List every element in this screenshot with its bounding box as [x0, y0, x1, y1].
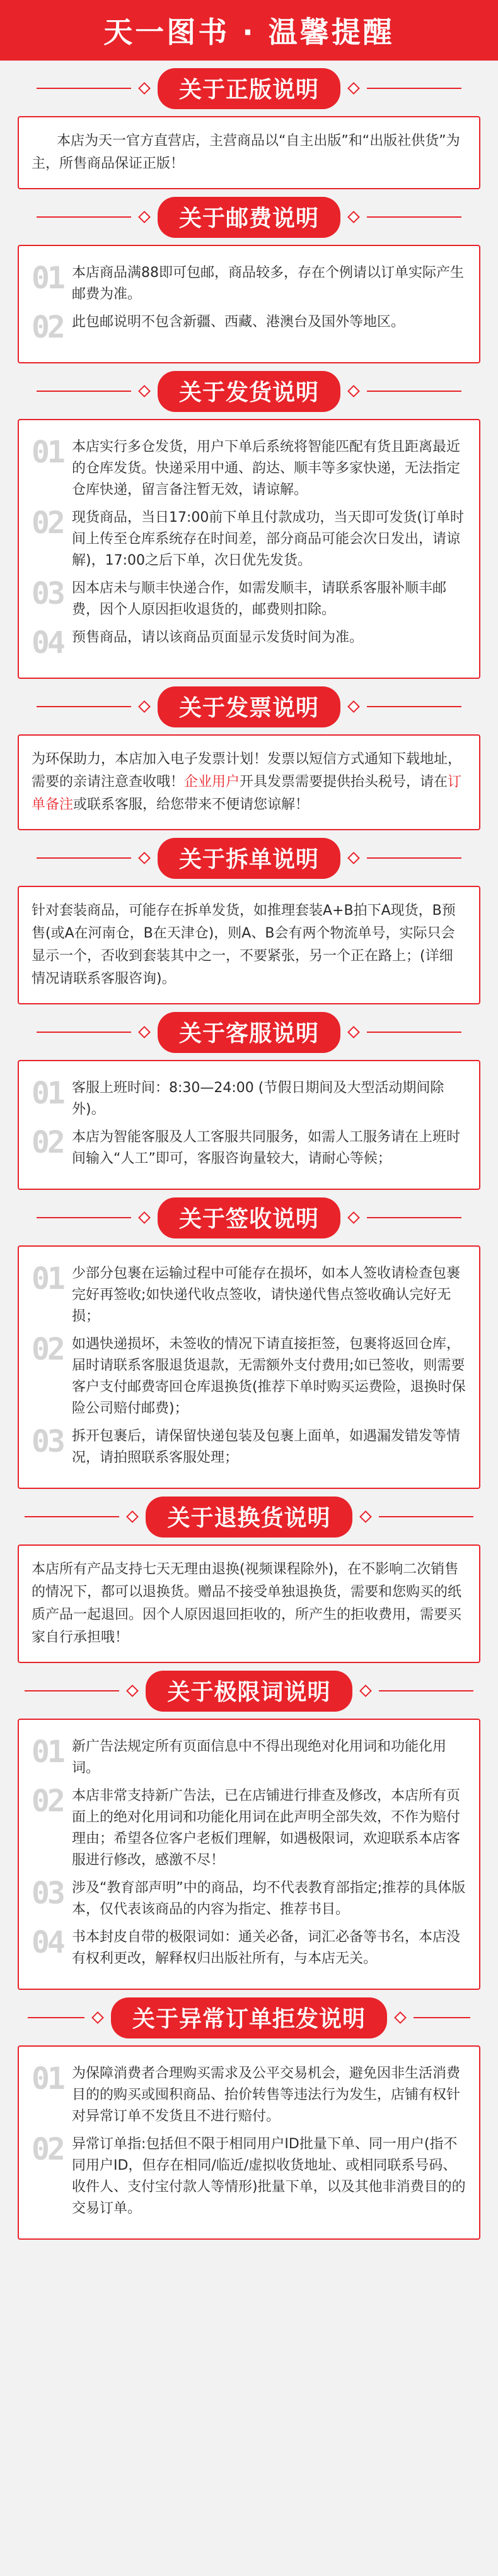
list-item [32, 312, 466, 343]
item-text: 客服上班时间：8:30—24:00 (节假日期间及大型活动期间除外)。 [72, 1080, 444, 1117]
section-header [18, 1990, 480, 2045]
section-genuine [0, 61, 498, 189]
section-content [18, 1060, 480, 1190]
returns-text: 本店所有产品支持七天无理由退换(视频课程除外)，在不影响二次销售的情况下，都可以退换货。赠品不接受单独退换货，需要和您购买的纸质产品一起退回。因个人原因退回拒收的，所产生的拒收费用，需要买家自行承担哦！ [32, 1561, 462, 1645]
list-item [32, 578, 466, 621]
section-service [0, 1004, 498, 1190]
diamond-icon [347, 1026, 360, 1038]
top-banner [0, 0, 498, 61]
section-header [18, 1663, 480, 1719]
section-title: 关于正版说明 [158, 68, 340, 109]
item-text: 少部分包裹在运输过程中可能存在损坏，如本人签收请检查包裹完好再签收;如快递代收点签收，请快递代售点签收确认完好无损； [72, 1266, 461, 1324]
item-number: 01 [32, 1076, 63, 1111]
list-item [32, 2063, 466, 2127]
section-title: 关于退换货说明 [146, 1497, 352, 1538]
divider-line [37, 857, 131, 859]
diamond-icon [347, 385, 360, 397]
list-item [32, 1426, 466, 1469]
item-text: 书本封皮自带的极限词如：通关必备，词汇必备等书名，本店没有权利更改，解释权归出版社所有，与本店无关。 [72, 1929, 461, 1967]
list-item [32, 1127, 466, 1170]
divider-line [367, 1032, 461, 1033]
section-content [18, 419, 480, 679]
section-returns [0, 1489, 498, 1663]
item-number: 01 [32, 435, 63, 470]
item-number: 03 [32, 1424, 63, 1459]
item-number: 02 [32, 505, 63, 541]
divider-line [25, 1690, 119, 1691]
item-text: 本店非常支持新广告法，已在店铺进行排查及修改，本店所有页面上的绝对化用词和功能化用词在此声明全部失效，不作为赔付理由；希望各位客户老板们理解，如遇极限词，欢迎联系本店客服进行修改，感激不尽！ [72, 1788, 461, 1868]
item-number: 01 [32, 2061, 63, 2097]
section-content [18, 1719, 480, 1990]
section-content [18, 116, 480, 189]
divider-line [367, 706, 461, 707]
divider-line [37, 1217, 131, 1218]
section-title: 关于客服说明 [158, 1012, 340, 1053]
divider-line [414, 2017, 470, 2018]
divider-line [25, 1516, 119, 1517]
section-header [18, 1489, 480, 1544]
section-title: 关于极限词说明 [146, 1671, 352, 1712]
divider-line [367, 857, 461, 859]
section-title: 关于发货说明 [158, 371, 340, 412]
item-text: 新广告法规定所有页面信息中不得出现绝对化用词和功能化用词。 [72, 1739, 447, 1776]
section-content [18, 245, 480, 363]
section-title: 关于发票说明 [158, 686, 340, 727]
section-content [18, 734, 480, 830]
section-header [18, 61, 480, 116]
section-title: 关于拆单说明 [158, 838, 340, 879]
section-title: 关于邮费说明 [158, 197, 340, 238]
diamond-icon [127, 1685, 139, 1697]
split-text: 针对套装商品，可能存在拆单发货，如推理套装A+B拍下A现货，B预售(或A在河南仓，B在天津仓)，则A、B会有两个物流单号，实际只会显示一个，否收到套装其中之一，不要紧张，另一个正在路上；(详细情况请联系客服咨询)。 [32, 903, 456, 987]
diamond-icon [359, 1510, 372, 1523]
diamond-icon [394, 2011, 407, 2024]
section-title: 关于签收说明 [158, 1197, 340, 1238]
diamond-icon [127, 1510, 139, 1523]
invoice-highlight-enterprise: 企业用户 [184, 774, 240, 790]
diamond-icon [347, 211, 360, 223]
list-item [32, 627, 466, 659]
item-number: 02 [32, 310, 63, 345]
section-header [18, 189, 480, 245]
list-item [32, 437, 466, 501]
divider-line [367, 216, 461, 218]
item-number: 01 [32, 261, 63, 296]
divider-line [37, 1032, 131, 1033]
genuine-text: 本店为天一官方直营店，主营商品以“自主出版”和“出版社供货”为主，所售商品保证正版！ [32, 133, 460, 172]
item-number: 01 [32, 1261, 63, 1297]
section-shipping-fee [0, 189, 498, 363]
divider-line [37, 706, 131, 707]
divider-line [379, 1690, 473, 1691]
divider-line [28, 2017, 84, 2018]
diamond-icon [347, 700, 360, 713]
item-number: 03 [32, 576, 63, 611]
diamond-icon [138, 852, 151, 864]
item-number: 02 [32, 2132, 63, 2167]
diamond-icon [347, 82, 360, 95]
list-item [32, 1263, 466, 1327]
list-item [32, 2134, 466, 2220]
section-header [18, 679, 480, 734]
section-split [0, 830, 498, 1004]
section-sign [0, 1190, 498, 1489]
list-item [32, 1785, 466, 1871]
list-item [32, 1334, 466, 1420]
banner-title: 天一图书 · 温馨提醒 [103, 15, 395, 49]
item-text: 此包邮说明不包含新疆、西藏、港澳台及国外等地区。 [72, 314, 405, 330]
diamond-icon [138, 385, 151, 397]
invoice-text-part: 开具发票需要提供抬头税号，请在 [240, 774, 448, 790]
item-text: 现货商品，当日17:00前下单且付款成功，当天即可发货(订单时间上传至仓库系统存在时间差，部分商品可能会次日发出，请谅解)，17:00之后下单，次日优先发货。 [72, 510, 464, 568]
section-content [18, 2045, 480, 2240]
item-text: 如遇快递损坏，未签收的情况下请直接拒签，包裹将返回仓库，届时请联系客服退货退款，无需额外支付费用;如已签收，则需要客户支付邮费寄回仓库退换货(推荐下单时购买运费险，退换时保险公司赔付邮费)； [72, 1336, 466, 1416]
diamond-icon [138, 211, 151, 223]
diamond-icon [91, 2011, 104, 2024]
divider-line [37, 391, 131, 392]
item-number: 02 [32, 1332, 63, 1367]
item-text: 因本店未与顺丰快递合作，如需发顺丰，请联系客服补顺丰邮费，因个人原因拒收退货的，邮费则扣除。 [72, 580, 447, 618]
list-item [32, 1927, 466, 1970]
invoice-highlight-order-note: 订单备注 [32, 774, 462, 813]
diamond-icon [347, 852, 360, 864]
diamond-icon [347, 1211, 360, 1224]
section-content [18, 886, 480, 1004]
invoice-text-part: 为环保助力，本店加入电子发票计划！发票以短信方式通知下载地址，需要的亲请注意查收哦！ [32, 751, 462, 790]
item-number: 02 [32, 1125, 63, 1160]
item-text: 拆开包裹后，请保留快递包装及包裹上面单，如遇漏发错发等情况，请拍照联系客服处理； [72, 1428, 461, 1466]
divider-line [37, 88, 131, 89]
section-abnormal-orders [0, 1990, 498, 2240]
divider-line [367, 391, 461, 392]
item-number: 02 [32, 1784, 63, 1819]
item-text: 预售商品，请以该商品页面显示发货时间为准。 [72, 630, 364, 645]
divider-line [37, 216, 131, 218]
section-delivery [0, 363, 498, 679]
divider-line [379, 1516, 473, 1517]
item-text: 本店商品满88即可包邮，商品较多，存在个例请以订单实际产生邮费为准。 [72, 265, 464, 302]
divider-line [367, 88, 461, 89]
list-item [32, 507, 466, 572]
item-text: 本店为智能客服及人工客服共同服务，如需人工服务请在上班时间输入“人工”即可，客服咨询量较大，请耐心等候； [72, 1129, 461, 1167]
item-text: 本店实行多仓发货，用户下单后系统将智能匹配有货且距离最近的仓库发货。快递采用中通、韵达、顺丰等多家快递，无法指定仓库快递，留言备注暂无效，请谅解。 [72, 439, 461, 498]
invoice-text-part: 或联系客服，给您带来不便请您谅解！ [73, 797, 310, 813]
section-content [18, 1544, 480, 1663]
diamond-icon [138, 700, 151, 713]
section-title: 关于异常订单拒发说明 [111, 1997, 387, 2038]
divider-line [367, 1217, 461, 1218]
diamond-icon [138, 82, 151, 95]
item-text: 为保障消费者合理购买需求及公平交易机会，避免因非生活消费目的的购买或囤积商品、抬价转售等违法行为发生，店铺有权针对异常订单不发货且不进行赔付。 [72, 2066, 461, 2124]
section-limit-words [0, 1663, 498, 1990]
list-item [32, 1078, 466, 1120]
item-text: 涉及“教育部声明”中的商品，均不代表教育部指定;推荐的具体版本，仅代表该商品的内容为指定、推荐书目。 [72, 1880, 466, 1917]
invoice-text [32, 748, 466, 816]
item-number: 04 [32, 625, 63, 661]
section-header [18, 1004, 480, 1060]
diamond-icon [359, 1685, 372, 1697]
section-header [18, 830, 480, 886]
section-content [18, 1245, 480, 1489]
section-header [18, 363, 480, 419]
item-number: 04 [32, 1925, 63, 1960]
item-number: 01 [32, 1734, 63, 1770]
diamond-icon [138, 1026, 151, 1038]
item-number: 03 [32, 1876, 63, 1911]
list-item [32, 262, 466, 305]
diamond-icon [138, 1211, 151, 1224]
section-header [18, 1190, 480, 1245]
section-invoice [0, 679, 498, 830]
list-item [32, 1736, 466, 1779]
list-item [32, 1878, 466, 1920]
item-text: 异常订单指:包括但不限于相同用户ID批量下单、同一用户(指不同用户ID，但存在相同/临近/虚拟收货地址、或相同联系号码、收件人、支付宝付款人等情形)批量下单，以及其他非消费目的的交易订单。 [72, 2136, 466, 2216]
